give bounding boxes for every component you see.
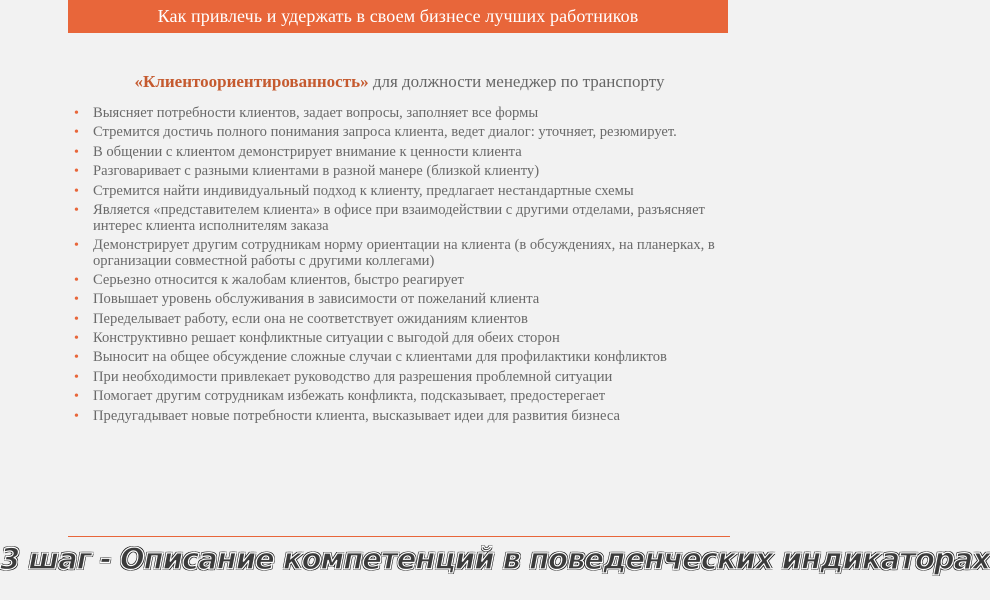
list-item — [74, 164, 734, 180]
bullet-icon: • — [74, 183, 79, 199]
bullet-text: Серьезно относится к жалобам клиентов, быстро реагирует — [93, 271, 464, 288]
header-bar — [68, 0, 728, 33]
bullet-icon: • — [74, 106, 79, 121]
bullet-list — [74, 106, 734, 428]
bullet-icon: • — [74, 311, 79, 327]
bullet-text: Предугадывает новые потребности клиента, высказывает идеи для развития бизнеса — [93, 407, 620, 424]
bullet-text: Демонстрирует другим сотрудникам норму ориентации на клиента (в обсуждениях, на планерках, в организации совместной работы с другими коллегами) — [93, 236, 715, 269]
bullet-text: Разговаривает с разными клиентами в разной манере (близкой клиенту) — [93, 163, 540, 180]
bullet-icon: • — [74, 202, 79, 218]
list-item — [74, 292, 734, 308]
list-item — [74, 238, 734, 269]
bullet-icon: • — [74, 237, 79, 253]
bullet-icon: • — [74, 350, 79, 366]
bullet-icon: • — [74, 408, 79, 424]
bullet-text: Переделывает работу, если она не соответствует ожиданиям клиентов — [93, 310, 528, 327]
divider — [68, 536, 730, 537]
list-item — [74, 409, 734, 425]
bullet-icon: • — [74, 272, 79, 288]
list-item — [74, 184, 734, 200]
bullet-text: Конструктивно решает конфликтные ситуации с выгодой для обеих сторон — [93, 330, 560, 347]
bullet-icon: • — [74, 369, 79, 385]
bullet-text: Повышает уровень обслуживания в зависимости от пожеланий клиента — [93, 291, 540, 308]
list-item — [74, 389, 734, 405]
header-title: Как привлечь и удержать в своем бизнесе лучших работников — [157, 6, 639, 26]
bullet-icon: • — [74, 389, 79, 405]
bullet-text: Выносит на общее обсуждение сложные случаи с клиентами для профилактики конфликтов — [93, 349, 667, 366]
list-item — [74, 125, 734, 141]
bullet-text: Является «представителем клиента» в офисе при взаимодействии с другими отделами, разъясняет интерес клиента исполнителям заказа — [93, 201, 705, 234]
bullet-text: При необходимости привлекает руководство для разрешения проблемной ситуации — [93, 368, 613, 385]
footer-title: 3 шаг - Описание компетенций в поведенческих индикаторах — [0, 542, 990, 576]
list-item — [74, 203, 734, 234]
list-item — [74, 145, 734, 161]
subtitle — [68, 72, 731, 92]
subtitle-bold: «Клиентоориентированность» — [134, 72, 369, 91]
bullet-text: Стремится найти индивидуальный подход к клиенту, предлагает нестандартные схемы — [93, 182, 634, 199]
bullet-text: Выясняет потребности клиентов, задает вопросы, заполняет все формы — [93, 105, 539, 121]
bullet-icon: • — [74, 144, 79, 160]
bullet-text: Стремится достичь полного понимания запроса клиента, ведет диалог: уточняет, резюмирует. — [93, 124, 677, 141]
list-item — [74, 273, 734, 289]
subtitle-rest: для должности менеджер по транспорту — [368, 72, 665, 91]
bullet-icon: • — [74, 125, 79, 141]
list-item — [74, 312, 734, 328]
bullet-icon: • — [74, 331, 79, 347]
list-item — [74, 331, 734, 347]
bullet-text: Помогает другим сотрудникам избежать конфликта, подсказывает, предостерегает — [93, 388, 606, 405]
list-item — [74, 350, 734, 366]
list-item — [74, 370, 734, 386]
list-item — [74, 106, 734, 122]
bullet-icon: • — [74, 164, 79, 180]
bullet-icon: • — [74, 292, 79, 308]
bullet-text: В общении с клиентом демонстрирует внимание к ценности клиента — [93, 143, 522, 160]
